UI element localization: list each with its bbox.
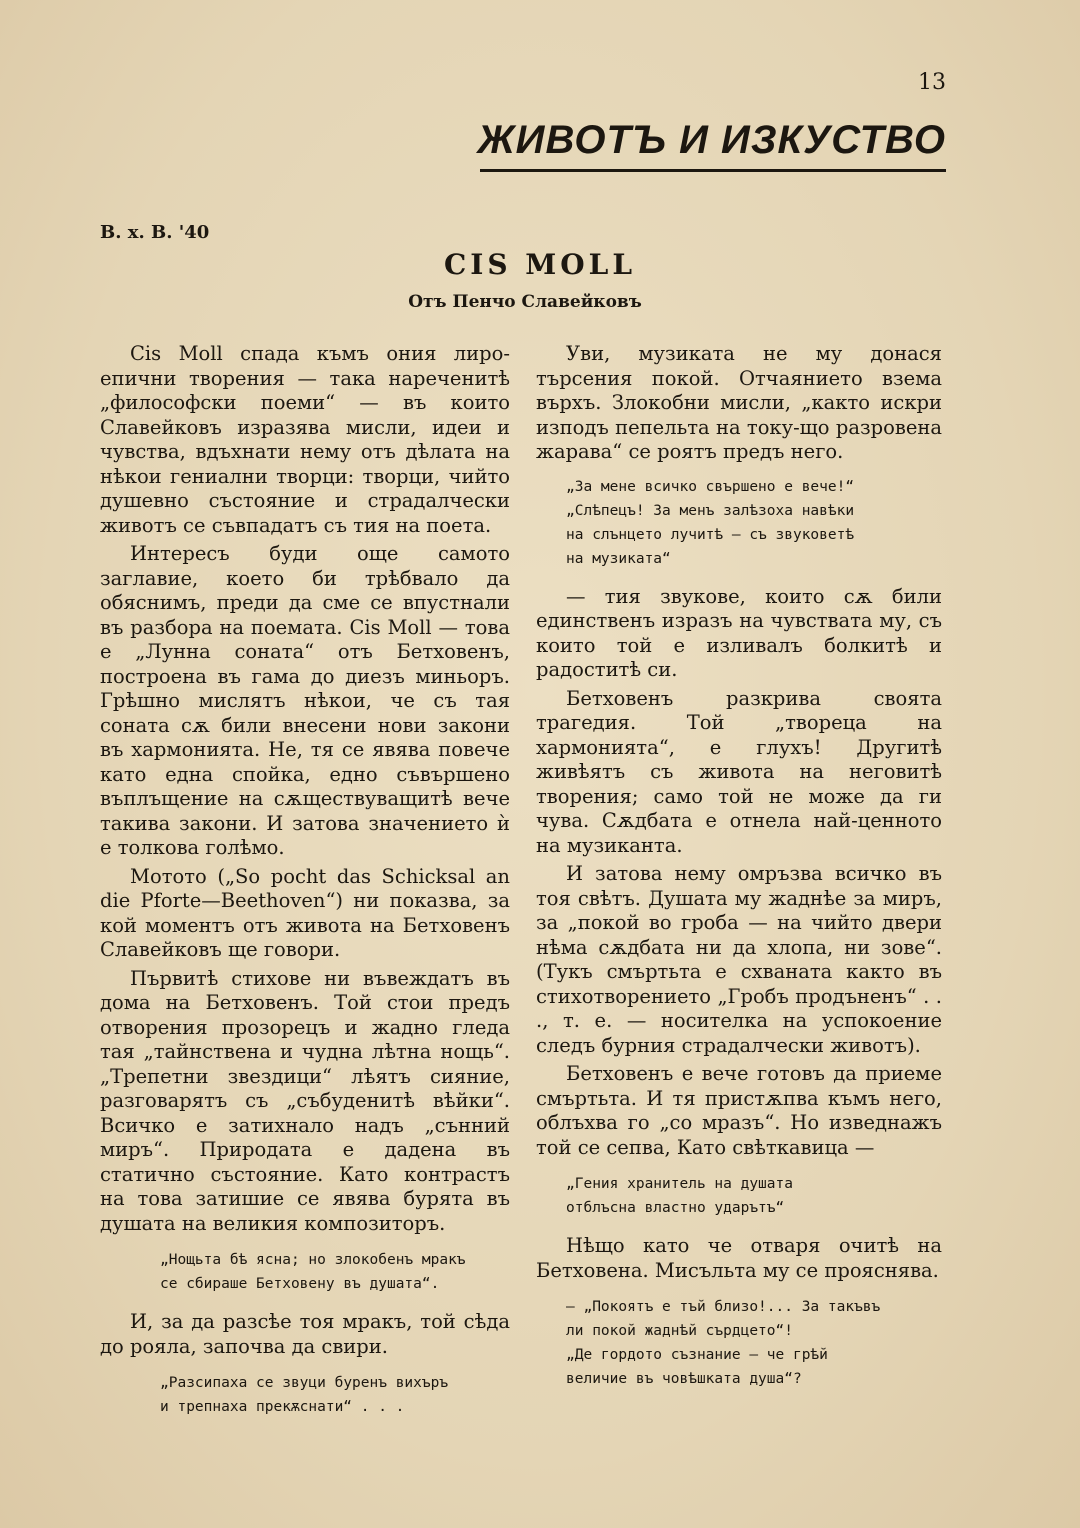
paragraph: Уви, музиката не му донася търсения покой. Отчаянието взема върхъ. Злокобни мисли, „както искри изподъ пепельта на току-що разровена жарава“ се роятъ предъ него.	[536, 342, 942, 463]
paragraph: Нѣщо като че отваря очитѣ на Бетховена. Мисъльта му се прояснява.	[536, 1234, 942, 1282]
paragraph: Бетховенъ е вече готовъ да приеме смъртьта. И тя пристѫпва къмъ него, облъхва го „со мразъ“. Но изведнажъ той се сепва, Като свѣткавица —	[536, 1062, 942, 1159]
left-column	[100, 342, 510, 1433]
dateline: В. х. В. '40	[100, 222, 210, 243]
right-column	[536, 342, 942, 1405]
paragraph: Бетховенъ разкрива своята трагедия. Той „твореца на хармонията“, е глухъ! Другитѣ живѣятъ съ живота на неговитѣ творения; само той не може да ги чува. Сѫдбата е отнела най-ценното на музиканта.	[536, 686, 942, 857]
paragraph: Cis Moll спада къмъ ония лиро-епични творения — така нареченитѣ „философски поеми“ — въ които Славейковъ изразява мисли, идеи и чувства, вдъхнати нему отъ дѣлата на нѣкои гениални творци: творци, чийто душевно състояние и страдалчески животъ се съвпадатъ съ тия на поета.	[100, 342, 510, 537]
article-byline: Отъ Пенчо Славейковъ	[408, 292, 642, 312]
section-title: ЖИВОТЪ И ИЗКУСТВО	[477, 118, 946, 162]
section-title-underline	[480, 169, 946, 172]
verse-quote: „Разсипаха се звуци буренъ вихъръ и трепнаха прекѫснати“ . . .	[160, 1375, 449, 1415]
article-title: CIS MOLL	[443, 248, 637, 281]
paragraph: И, за да разсѣе тоя мракъ, той сѣда до рояла, започва да свири.	[100, 1310, 510, 1358]
paragraph: Мотото („So pocht das Schicksal an die Pforte—Beethoven“) ни показва, за кой моментъ отъ живота на Бетховенъ Славейковъ ще говори.	[100, 864, 510, 961]
verse-quote: „Гения хранитель на душата отблъсна властно ударътъ“	[566, 1176, 793, 1216]
paragraph: Първитѣ стихове ни въвеждатъ въ дома на Бетховенъ. Той стои предъ отворения прозорецъ и жадно гледа тая „тайнствена и чудна лѣтна нощь“. „Трепетни звездици“ лѣятъ сияние, разговарятъ съ „събуденитѣ вѣйки“. Всичко е затихнало надъ „сънний миръ“. Природата е дадена въ статично състояние. Като контрастъ на това затишие се явява бурята въ душата на великия композиторъ.	[100, 966, 510, 1235]
verse-quote: „Нощьта бѣ ясна; но злокобенъ мракъ се сбираше Бетховену въ душата“.	[160, 1252, 466, 1292]
verse-quote: — „Покоятъ е тъй близо!... За такъвъ ли покой жаднѣй сърдцето“! „Де гордото съзнание — че грѣй величие въ човѣшката душа“?	[566, 1299, 881, 1387]
verse-quote: „За мене всичко свършено е вече!“ „Слѣпецъ! За менъ залѣзоха навѣки на слънцето лучитѣ — съ звуковетѣ на музиката“	[566, 478, 855, 567]
paragraph: И затова нему омръзва всичко въ тоя свѣтъ. Душата му жаднѣе за миръ, за „покой во гроба — на чийто двери нѣма сѫдбата ни да хлопа, ни зове“. (Тукъ смъртьта е схваната както въ стихотворението „Гробъ продъненъ“ . . ., т. е. — носителка на успокоение следъ бурния страдалчески животъ).	[536, 862, 942, 1057]
paragraph: Интересъ буди още самото заглавие, което би трѣбвало да обяснимъ, преди да сме се впустнали въ разбора на поемата. Cis Moll — това е „Лунна соната“ отъ Бетховенъ, построена въ гама до диезъ миньоръ. Грѣшно мислятъ нѣкои, че съ тая соната сѫ били внесени нови закони въ хармонията. Не, тя се явява повече като една спойка, едно съвършено въплъщение на сѫществуващитѣ вече такива закони. И затова значението ѝ е толкова голѣмо.	[100, 542, 510, 859]
paragraph: — тия звукове, които сѫ били единственъ изразъ на чувствата му, съ които той е изливалъ болкитѣ и радоститѣ си.	[536, 584, 942, 681]
page-number: 13	[918, 70, 946, 95]
